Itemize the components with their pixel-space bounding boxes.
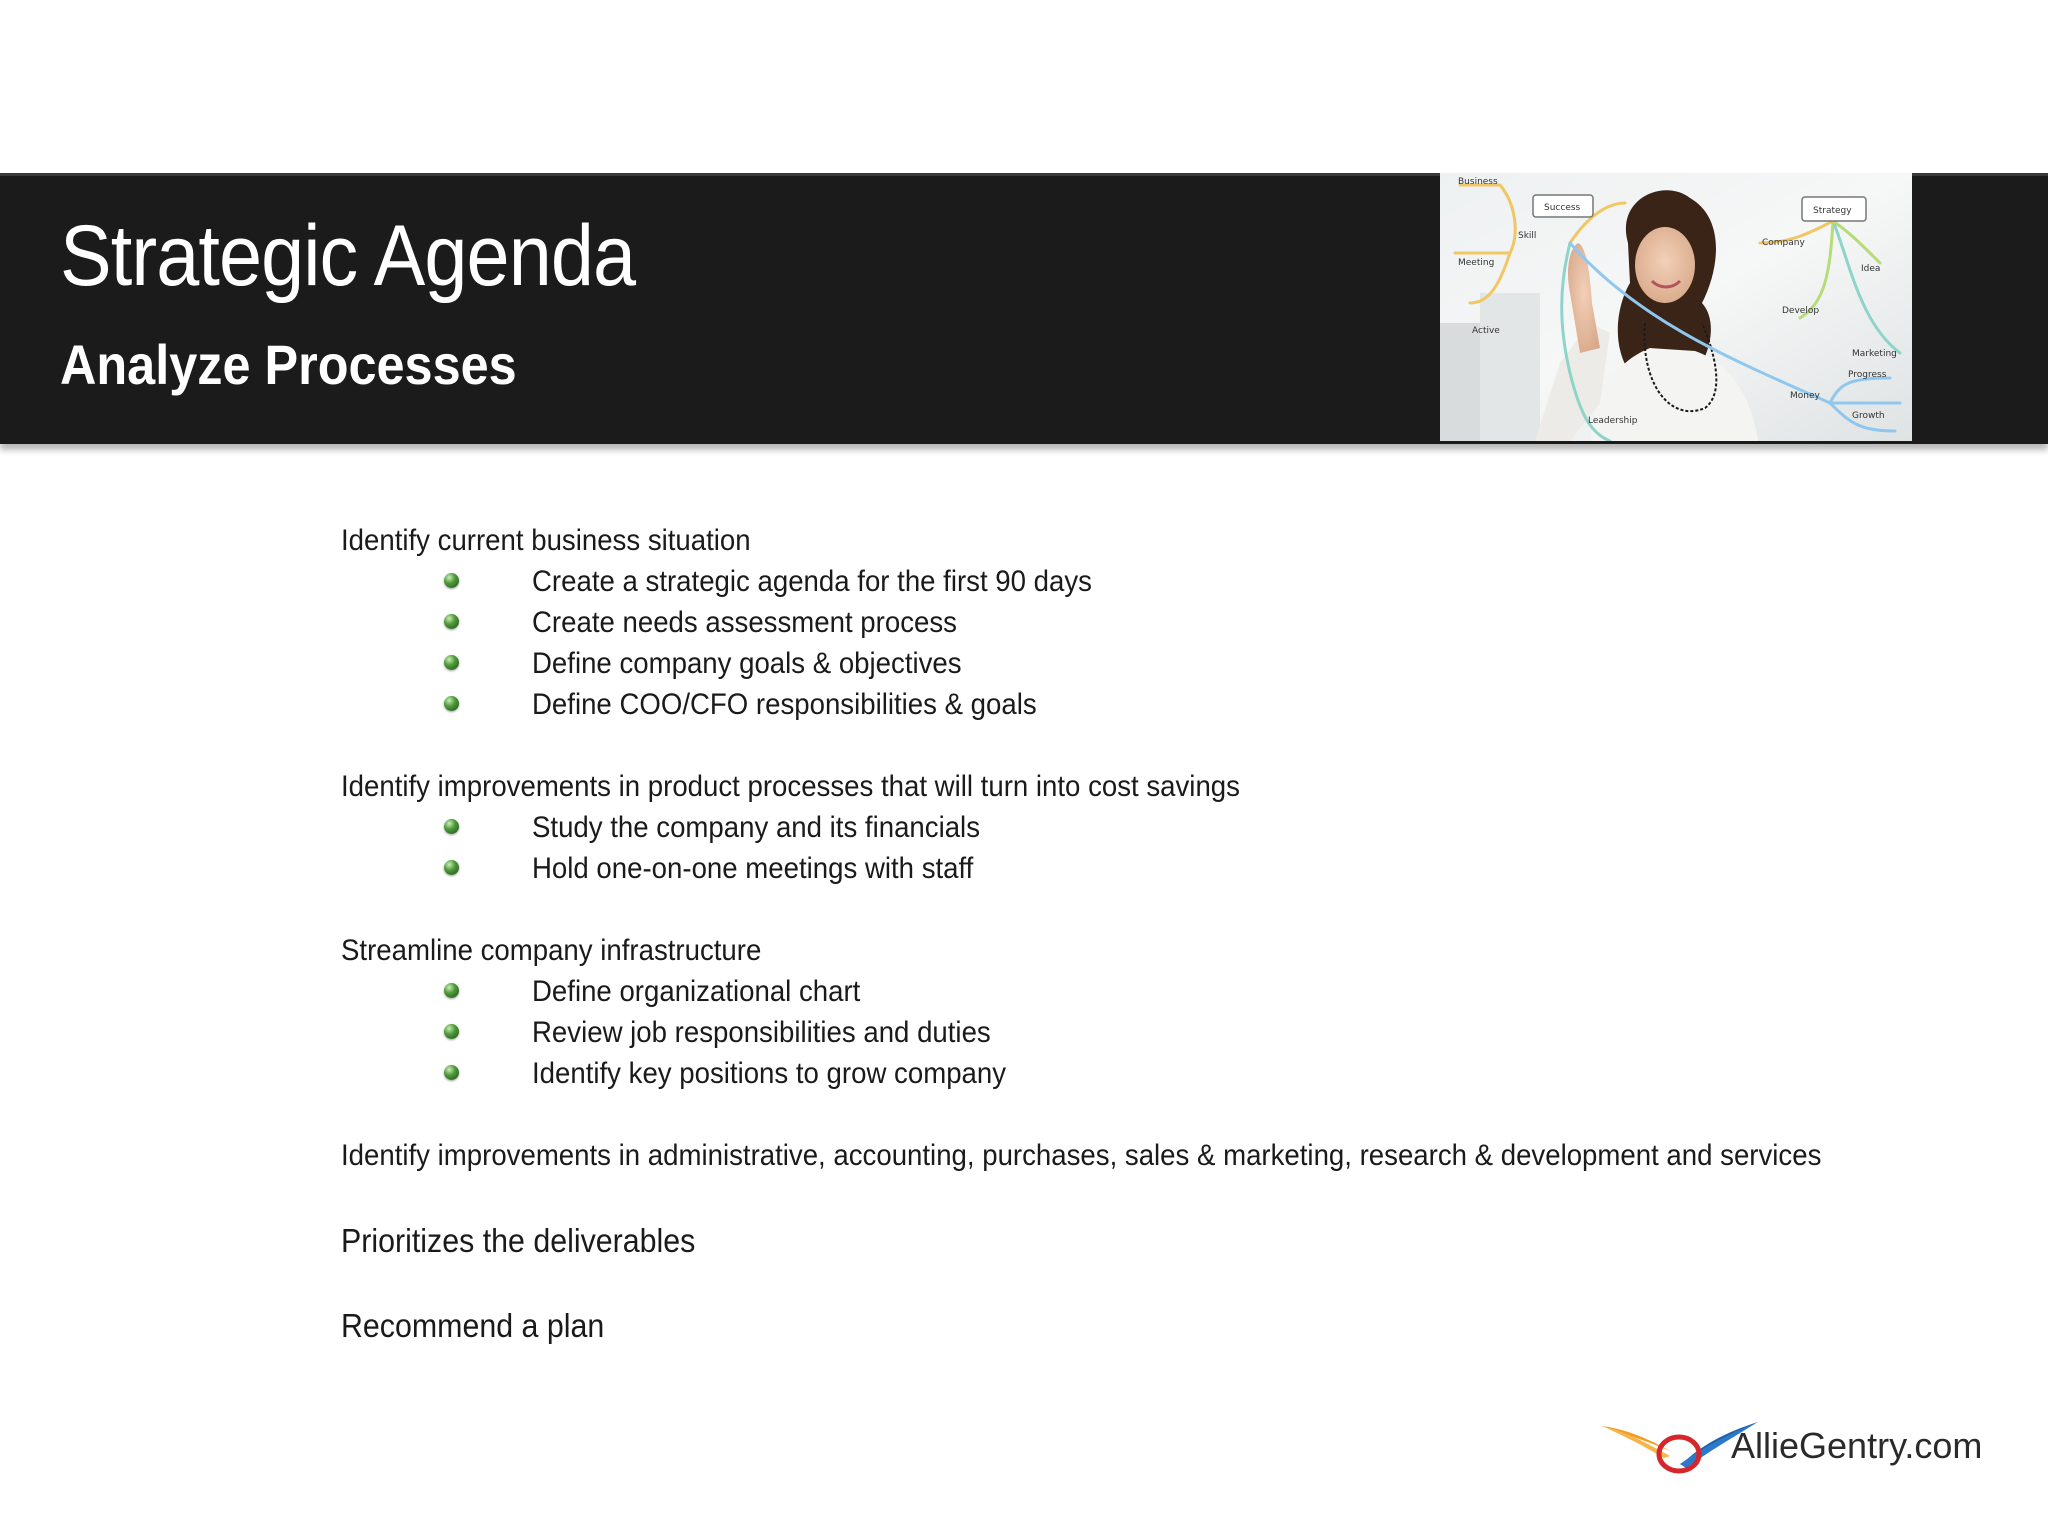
list-item — [341, 602, 2001, 643]
section-heading: Recommend a plan — [341, 1307, 605, 1344]
agenda-content — [341, 520, 2001, 1346]
map-label: Growth — [1852, 411, 1885, 421]
bullet-icon — [444, 655, 459, 670]
woman-mindmap-illustration — [1440, 173, 1912, 441]
bullet-text: Create a strategic agenda for the first 90 days — [532, 565, 1092, 598]
list-item — [341, 643, 2001, 684]
bullet-icon — [444, 1065, 459, 1080]
map-label: Strategy — [1813, 206, 1852, 216]
bullet-text: Define organizational chart — [532, 975, 861, 1008]
bullet-text: Identify key positions to grow company — [532, 1057, 1007, 1090]
header-photo — [1440, 173, 1912, 441]
bullet-icon — [444, 983, 459, 998]
bullet-list — [341, 561, 2001, 725]
list-item — [341, 1012, 2001, 1053]
list-item — [341, 807, 2001, 848]
map-label: Leadership — [1588, 416, 1638, 426]
list-item — [341, 561, 2001, 602]
bullet-icon — [444, 614, 459, 629]
bullet-text: Review job responsibilities and duties — [532, 1016, 991, 1049]
map-label: Meeting — [1458, 258, 1495, 268]
bullet-icon — [444, 1024, 459, 1039]
map-label: Develop — [1782, 306, 1820, 316]
map-label: Idea — [1861, 264, 1881, 274]
slide-subtitle: Analyze Processes — [60, 333, 517, 396]
section-heading: Prioritizes the deliverables — [341, 1222, 696, 1259]
bullet-icon — [444, 573, 459, 588]
list-item — [341, 1053, 2001, 1094]
map-label: Active — [1472, 326, 1500, 336]
section-heading: Identify improvements in administrative, accounting, purchases, sales & marketing, research & development and services — [341, 1139, 1822, 1172]
company-logo — [1600, 1418, 2010, 1478]
bullet-text: Define company goals & objectives — [532, 647, 962, 680]
bullet-icon — [444, 696, 459, 711]
slide-title: Strategic Agenda — [60, 208, 636, 304]
bullet-icon — [444, 819, 459, 834]
map-label: Company — [1762, 238, 1805, 248]
bullet-text: Create needs assessment process — [532, 606, 957, 639]
section-heading: Streamline company infrastructure — [341, 934, 762, 967]
bullet-text: Study the company and its financials — [532, 811, 980, 844]
map-label: Business — [1458, 177, 1498, 187]
bullet-text: Define COO/CFO responsibilities & goals — [532, 688, 1037, 721]
bullet-list — [341, 807, 2001, 889]
map-label: Success — [1544, 203, 1581, 213]
map-label: Marketing — [1852, 349, 1897, 359]
list-item — [341, 971, 2001, 1012]
section-heading: Identify improvements in product processes that will turn into cost savings — [341, 770, 1240, 803]
list-item — [341, 684, 2001, 725]
section-heading: Identify current business situation — [341, 524, 751, 557]
list-item — [341, 848, 2001, 889]
bullet-list — [341, 971, 2001, 1094]
map-label: Skill — [1518, 231, 1537, 241]
bullet-icon — [444, 860, 459, 875]
map-label: Progress — [1848, 370, 1887, 380]
map-label: Money — [1790, 391, 1820, 401]
logo-text: AllieGentry.com — [1731, 1425, 1983, 1466]
bullet-text: Hold one-on-one meetings with staff — [532, 852, 974, 885]
